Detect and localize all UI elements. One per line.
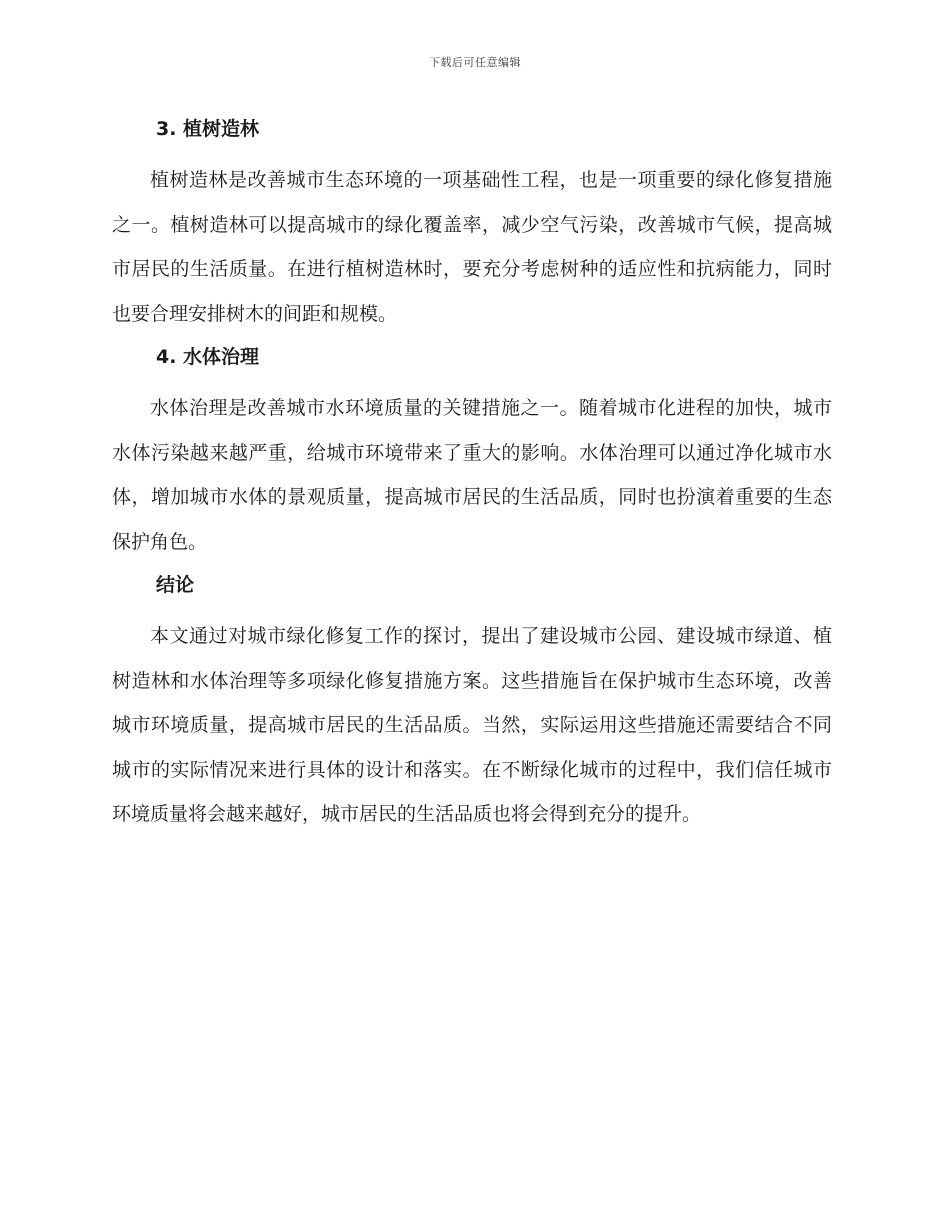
- section-heading: 结论: [156, 574, 195, 596]
- document-body: [112, 114, 832, 843]
- section-paragraph: 水体治理是改善城市水环境质量的关键措施之一。随着城市化进程的加快，城市水体污染越来越严重，给城市环境带来了重大的影响。水体治理可以通过净化城市水体，增加城市水体的景观质量，提高城市居民的生活品质，同时也扮演着重要的生态保护角色。: [112, 397, 832, 553]
- page-header-note: 下载后可任意编辑: [429, 56, 521, 69]
- section-conclusion: [112, 570, 832, 837]
- section-afforestation: [112, 114, 832, 336]
- section-heading: 3. 植树造林: [156, 118, 260, 140]
- section-paragraph: 植树造林是改善城市生态环境的一项基础性工程，也是一项重要的绿化修复措施之一。植树造林可以提高城市的绿化覆盖率，减少空气污染，改善城市气候，提高城市居民的生活质量。在进行植树造林时，要充分考虑树种的适应性和抗病能力，同时也要合理安排树木的间距和规模。: [112, 169, 832, 325]
- section-paragraph: 本文通过对城市绿化修复工作的探讨，提出了建设城市公园、建设城市绿道、植树造林和水体治理等多项绿化修复措施方案。这些措施旨在保护城市生态环境，改善城市环境质量，提高城市居民的生活品质。当然，实际运用这些措施还需要结合不同城市的实际情况来进行具体的设计和落实。在不断绿化城市的过程中，我们信任城市环境质量将会越来越好，城市居民的生活品质也将会得到充分的提升。: [112, 625, 832, 825]
- section-heading: 4. 水体治理: [156, 346, 260, 368]
- section-water-treatment: [112, 342, 832, 564]
